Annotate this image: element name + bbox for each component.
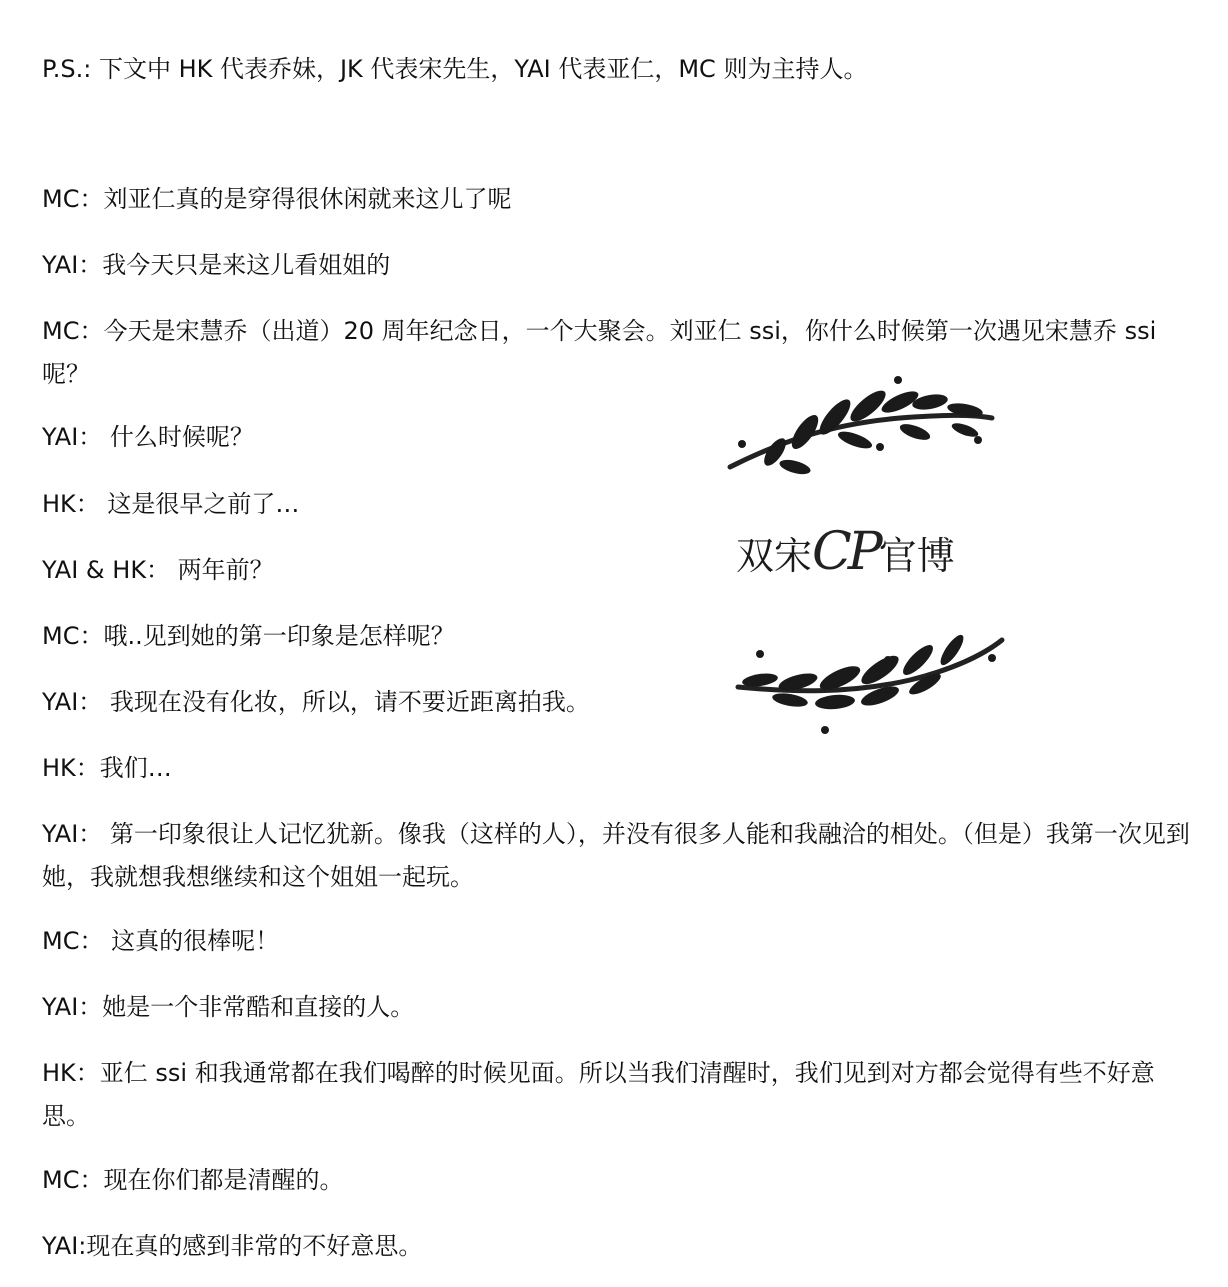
laurel-top-icon (720, 372, 1020, 482)
dialogue-line: HK：我们… (42, 754, 172, 782)
dialogue-paragraph: MC：今天是宋慧乔（出道）20 周年纪念日，一个大聚会。刘亚仁 ssi，你什么时候第一次遇见宋慧乔 ssi 呢？ (42, 317, 1157, 388)
dialogue-line: YAI：她是一个非常酷和直接的人。 (42, 993, 415, 1021)
dialogue-paragraph: HK：亚仁 ssi 和我通常都在我们喝醉的时候见面。所以当我们清醒时，我们见到对方都会觉得有些不好意思。 (42, 1059, 1155, 1130)
dialogue-paragraph: YAI： 第一印象很让人记忆犹新。像我（这样的人），并没有很多人能和我融洽的相处。（但是）我第一次见到她，我就想我想继续和这个姐姐一起玩。 (42, 820, 1190, 891)
dialogue-line: MC：刘亚仁真的是穿得很休闲就来这儿了呢 (42, 185, 512, 213)
dialogue-line: YAI： 什么时候呢？ (42, 423, 254, 451)
laurel-bottom-icon (720, 632, 1020, 742)
dialogue-line: HK： 这是很早之前了… (42, 490, 300, 518)
dialogue-line: YAI：我今天只是来这儿看姐姐的 (42, 251, 391, 279)
dialogue-line: YAI:现在真的感到非常的不好意思。 (42, 1232, 423, 1260)
dialogue-line: YAI： 我现在没有化妆，所以，请不要近距离拍我。 (42, 688, 590, 716)
dialogue-line: YAI & HK： 两年前？ (42, 556, 274, 584)
dialogue-line: MC：哦..见到她的第一印象是怎样呢？ (42, 622, 455, 650)
watermark-logo (720, 372, 1020, 742)
ps-note: P.S.: 下文中 HK 代表乔妹，JK 代表宋先生，YAI 代表亚仁，MC 则为主持人。 (42, 55, 868, 83)
watermark-text: 双宋CP官博 (736, 522, 955, 582)
dialogue-line: MC：现在你们都是清醒的。 (42, 1166, 344, 1194)
dialogue-line: MC： 这真的很棒呢！ (42, 927, 280, 955)
